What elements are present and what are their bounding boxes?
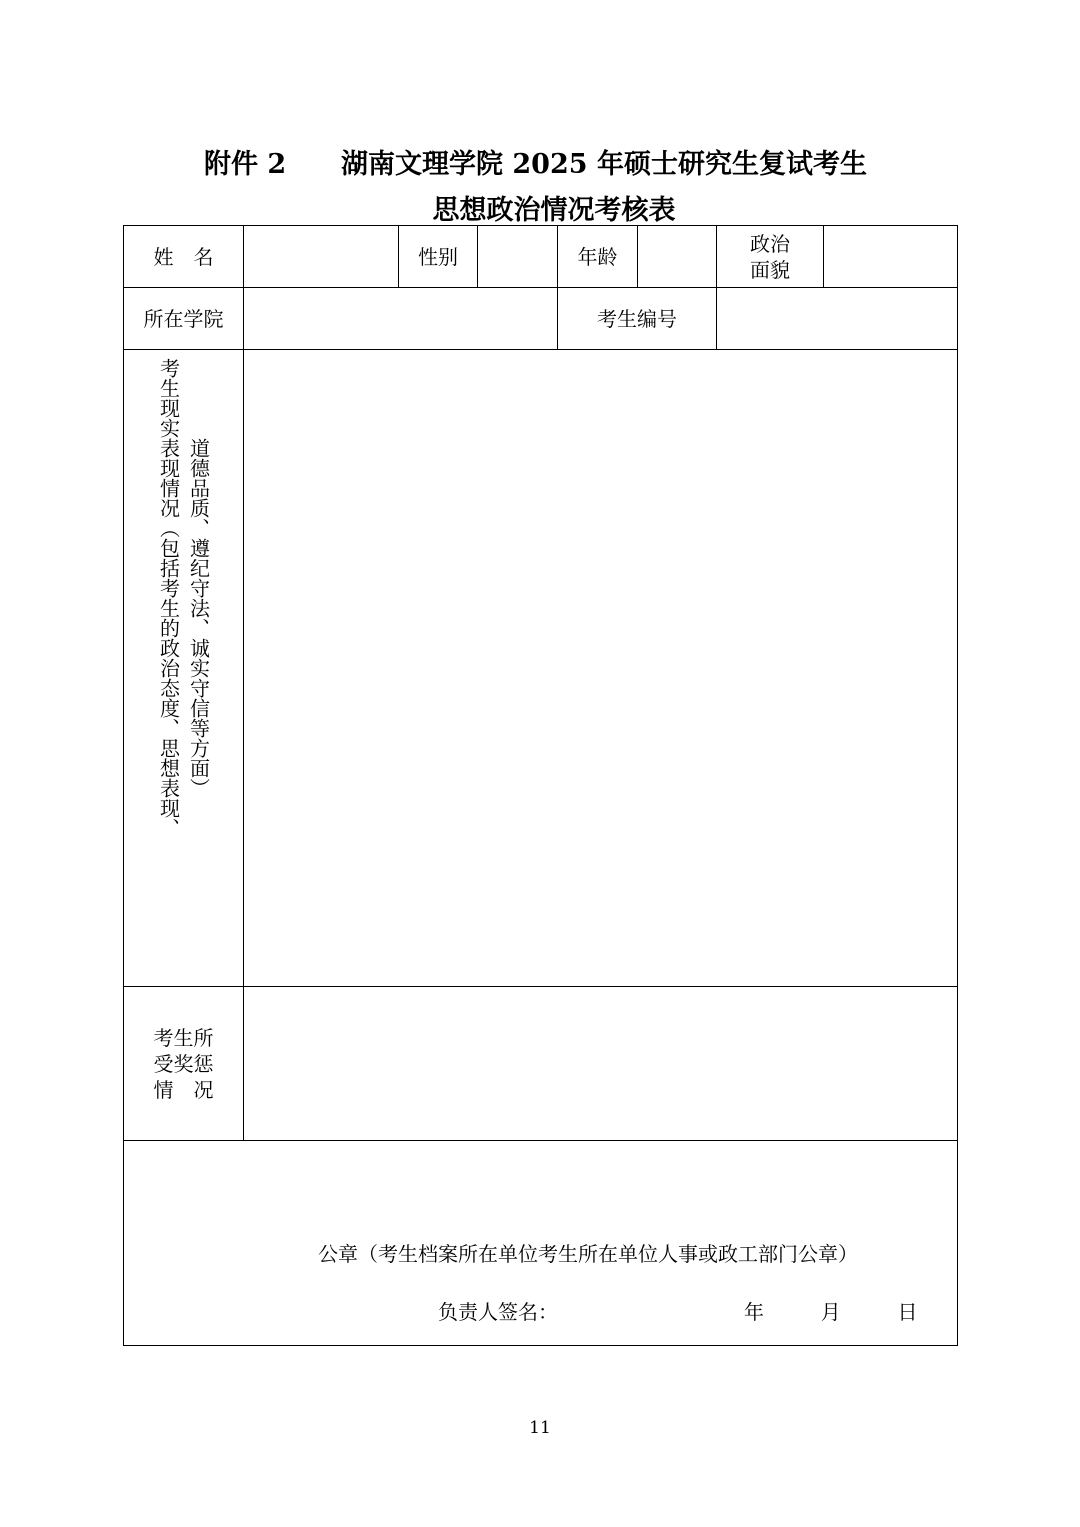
title-line-1: [0, 138, 1080, 182]
name-label: 姓 名: [124, 226, 244, 288]
attachment-label: 附件 2: [204, 149, 287, 180]
political-status-label: [717, 226, 824, 288]
document-subtitle: 思想政治情况考核表: [432, 195, 676, 226]
document-title: 湖南文理学院 2025 年硕士研究生复试考生: [341, 149, 867, 180]
political-status-label-line1: 政治: [750, 231, 790, 256]
performance-label-col2: 道德品质、遵纪守法、诚实守信等方面）: [186, 438, 211, 798]
exam-number-label: 考生编号: [558, 288, 717, 350]
awards-label-line3: 情 况: [153, 1077, 214, 1102]
assessment-form: [123, 225, 958, 1346]
college-field[interactable]: [244, 288, 558, 350]
exam-number-field[interactable]: [717, 288, 958, 350]
performance-label: [124, 350, 244, 987]
age-label: 年龄: [558, 226, 638, 288]
political-status-label-line2: 面貌: [750, 257, 790, 282]
age-field[interactable]: [638, 226, 717, 288]
page-number: 11: [529, 1418, 551, 1438]
performance-label-col1: 考生现实表现情况（包括考生的政治态度、思想表现、: [156, 358, 181, 838]
seal-section: [124, 1141, 958, 1346]
date-year-label: 年: [744, 1300, 764, 1324]
awards-label: [124, 987, 244, 1141]
awards-label-line2: 受奖惩: [153, 1051, 214, 1076]
college-label: 所在学院: [124, 288, 244, 350]
political-status-field[interactable]: [824, 226, 958, 288]
date-month-label: 月: [820, 1300, 841, 1324]
performance-field[interactable]: [244, 350, 958, 987]
awards-field[interactable]: [244, 987, 958, 1141]
date-fields: [744, 1299, 917, 1325]
name-field[interactable]: [244, 226, 399, 288]
signature-label: 负责人签名：: [438, 1300, 558, 1324]
date-day-label: 日: [897, 1300, 918, 1324]
awards-label-line1: 考生所: [153, 1025, 214, 1050]
gender-field[interactable]: [478, 226, 558, 288]
seal-text: 公章（考生档案所在单位考生所在单位人事或政工部门公章）: [318, 1242, 858, 1266]
gender-label: 性别: [399, 226, 478, 288]
